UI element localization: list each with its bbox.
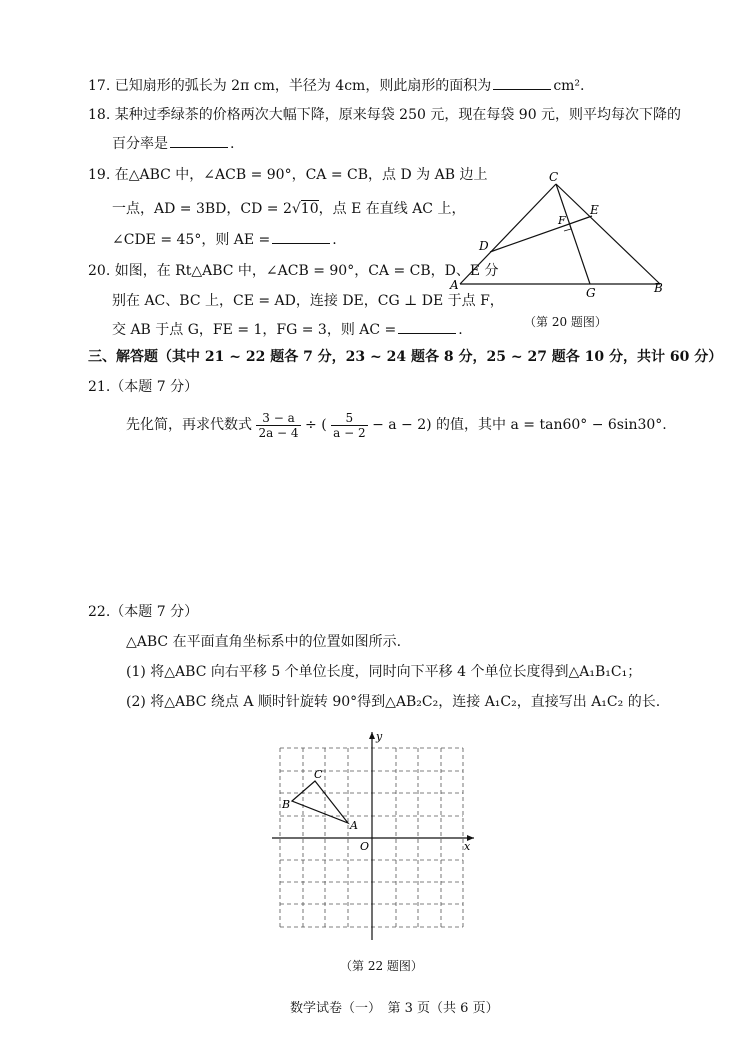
segment-BC <box>556 184 660 284</box>
q17-answer-blank[interactable] <box>493 77 551 90</box>
question-18-line2 <box>112 135 234 153</box>
q18-answer-blank[interactable] <box>170 135 228 148</box>
question-21-expression <box>126 408 667 442</box>
section-3-title: 三、解答题（其中 21 ~ 22 题各 7 分，23 ~ 24 题各 8 分，25 ~ 27 题各 10 分，共计 60 分） <box>88 349 723 365</box>
q17-text: 17. 已知扇形的弧长为 2π cm，半径为 4cm，则此扇形的面积为 <box>88 78 492 94</box>
q20-period: . <box>458 322 463 338</box>
q21-suffix: − a − 2) 的值，其中 a = tan60° − 6sin30°. <box>372 417 667 433</box>
label-B: B <box>654 281 663 295</box>
y-axis-arrow <box>369 732 375 739</box>
question-22-intro: △ABC 在平面直角坐标系中的位置如图所示. <box>126 634 402 650</box>
fraction-1-numerator: 3 − a <box>256 411 300 426</box>
question-19-line3 <box>112 231 337 249</box>
q20-answer-blank[interactable] <box>398 321 456 334</box>
fraction-2-denominator: a − 2 <box>333 425 366 440</box>
sqrt-argument: 10 <box>300 201 319 217</box>
figure-20 <box>440 166 680 306</box>
question-18-line1: 18. 某种过季绿茶的价格两次大幅下降，原来每袋 250 元，现在每袋 90 元，则平均每次下降的 <box>88 107 682 123</box>
question-22-part1: (1) 将△ABC 向右平移 5 个单位长度，同时向下平移 4 个单位长度得到△A₁B₁C₁； <box>126 664 642 680</box>
figure-22 <box>268 728 483 948</box>
label-x: x <box>464 840 471 853</box>
q18-period: . <box>230 136 235 152</box>
label-A: A <box>450 278 459 292</box>
question-20-line2: 别在 AC、BC 上，CE = AD，连接 DE，CG ⊥ DE 于点 F， <box>112 293 504 309</box>
fraction-2 <box>331 411 367 440</box>
label-C: C <box>549 170 559 184</box>
q21-prefix: 先化简，再求代数式 <box>126 417 252 433</box>
fraction-1 <box>256 411 300 440</box>
question-22-header: 22.（本题 7 分） <box>88 604 199 620</box>
label-A: A <box>350 819 358 832</box>
q19-text-b: ，点 E 在直线 AC 上， <box>318 201 466 217</box>
label-C: C <box>314 768 323 781</box>
question-20-line3 <box>112 321 463 339</box>
sqrt-sign: √ <box>291 201 301 217</box>
page-footer: 数学试卷（一） 第 3 页（共 6 页） <box>290 1001 499 1016</box>
q20-text: 交 AB 于点 G，FE = 1，FG = 3，则 AC = <box>112 322 397 338</box>
fraction-1-denominator: 2a − 4 <box>258 425 299 440</box>
label-E: E <box>590 203 599 217</box>
q19-answer-blank[interactable] <box>272 231 330 244</box>
q19-text-c: ∠CDE = 45°，则 AE = <box>112 232 271 248</box>
label-y: y <box>376 730 383 743</box>
question-17 <box>88 77 585 95</box>
triangle-ABC <box>292 781 348 823</box>
label-B: B <box>282 798 291 811</box>
question-21-header: 21.（本题 7 分） <box>88 379 199 395</box>
q19-text-a: 一点，AD = 3BD，CD = 2 <box>112 201 292 217</box>
q17-unit: cm². <box>553 78 585 94</box>
q21-operator: ÷ ( <box>305 417 327 433</box>
segment-CG <box>556 184 590 284</box>
figure-22-caption: （第 22 题图） <box>340 959 423 973</box>
label-D: D <box>479 239 489 253</box>
label-F: F <box>558 214 566 227</box>
question-22-part2: (2) 将△ABC 绕点 A 顺时针旋转 90°得到△AB₂C₂，连接 A₁C₂，直接写出 A₁C₂ 的长. <box>126 694 661 710</box>
question-20-line1: 20. 如图，在 Rt△ABC 中，∠ACB = 90°，CA = CB，D、E 分 <box>88 263 499 279</box>
q19-period: . <box>332 232 337 248</box>
question-19-line2 <box>112 200 465 218</box>
q18-text: 百分率是 <box>112 136 168 152</box>
figure-20-caption: （第 20 题图） <box>524 315 607 329</box>
question-19-line1: 19. 在△ABC 中，∠ACB = 90°，CA = CB，点 D 为 AB 边上 <box>88 167 488 183</box>
fraction-2-numerator: 5 <box>331 411 367 426</box>
label-O: O <box>360 840 370 853</box>
label-G: G <box>586 286 596 300</box>
